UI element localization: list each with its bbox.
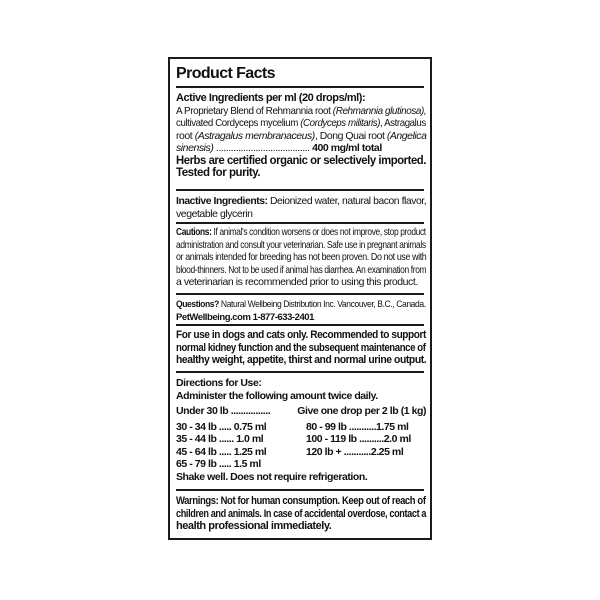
phone-number: 1-877-633-2401 <box>250 311 314 323</box>
divider <box>176 222 424 224</box>
questions-section: Questions? Natural Wellbeing Distribution Inc. Vancouver, B.C., Canada. PetWellbeing.com 1-877-633-2401 <box>176 299 426 323</box>
directions-section: Directions for Use: Administer the following amount twice daily. Under 30 lb ................ Give one drop per 2 lb (1 kg) 30 - 34 lb ..... 0.75 ml 80 - 99 lb ...........1.75 ml 35 - 44 lb ...... 1.0 ml 100 - 119 lb ..........2.0 ml 45 - 64 lb ..... 1.25 ml 120 lb + ...........2.25 ml 65 - 79 lb ..... 1.5 ml Shake well. Does not require refrigeration. <box>176 377 426 483</box>
dose-cell: 80 - 99 lb ...........1.75 ml <box>306 420 409 433</box>
active-line: root (Astragalus membranaceus), Dong Quai root (Angelica <box>176 129 427 142</box>
active-line: cultivated Cordyceps mycelium (Cordyceps militaris), Astragalus <box>176 117 426 129</box>
inactive-section: Inactive Ingredients: Deionized water, natural bacon flavor, vegetable glycerin <box>176 195 427 220</box>
divider <box>176 324 424 326</box>
usage-section: For use in dogs and cats only. Recommended to support normal kidney function and the subsequent maintenance of healthy weight, appetite, thirst and normal urine output. <box>176 329 427 366</box>
dose-cell: 120 lb + ...........2.25 ml <box>306 445 404 458</box>
divider <box>176 189 424 191</box>
product-facts-label <box>168 57 432 540</box>
organic-note: Herbs are certified organic or selectively imported. <box>176 154 426 167</box>
dose-cell: 45 - 64 lb ..... 1.25 ml <box>176 445 267 458</box>
website-link[interactable]: PetWellbeing.com <box>176 311 251 323</box>
dose-cell: 65 - 79 lb ..... 1.5 ml <box>176 458 261 470</box>
divider <box>176 371 424 373</box>
active-total: sinensis) ...................................... 400 mg/ml total <box>176 142 382 154</box>
dose-cell: 30 - 34 lb ..... 0.75 ml <box>176 420 267 433</box>
dose-row-under-30: Under 30 lb ................ Give one drop per 2 lb (1 kg) <box>176 405 426 417</box>
active-ingredients-section <box>176 92 427 180</box>
dose-cell: 35 - 44 lb ...... 1.0 ml <box>176 433 264 445</box>
dose-cell: 100 - 119 lb ..........2.0 ml <box>306 433 411 445</box>
divider <box>176 489 424 491</box>
divider <box>176 86 424 88</box>
active-line: A Proprietary Blend of Rehmannia root (Rehmannia glutinosa), <box>176 104 427 117</box>
active-heading: Active Ingredients per ml (20 drops/ml): <box>176 92 366 104</box>
label-title: Product Facts <box>176 65 275 82</box>
divider <box>176 293 424 295</box>
cautions-section: Cautions: If animal's condition worsens or does not improve, stop product administration and consult your veterinarian. Safe use in pregnant animals or animals intended for breeding has not been proven. Do not use with blood-thinners. Not to be used if animal has diarrhea. An examination from a veterinarian is recommended prior to using this product. <box>176 226 427 288</box>
warnings-section: Warnings: Not for human consumption. Keep out of reach of children and animals. In case of accidental overdose, contact a health professional immediately. <box>176 495 427 532</box>
dosage-table <box>176 421 426 471</box>
purity-note: Tested for purity. <box>176 167 261 179</box>
